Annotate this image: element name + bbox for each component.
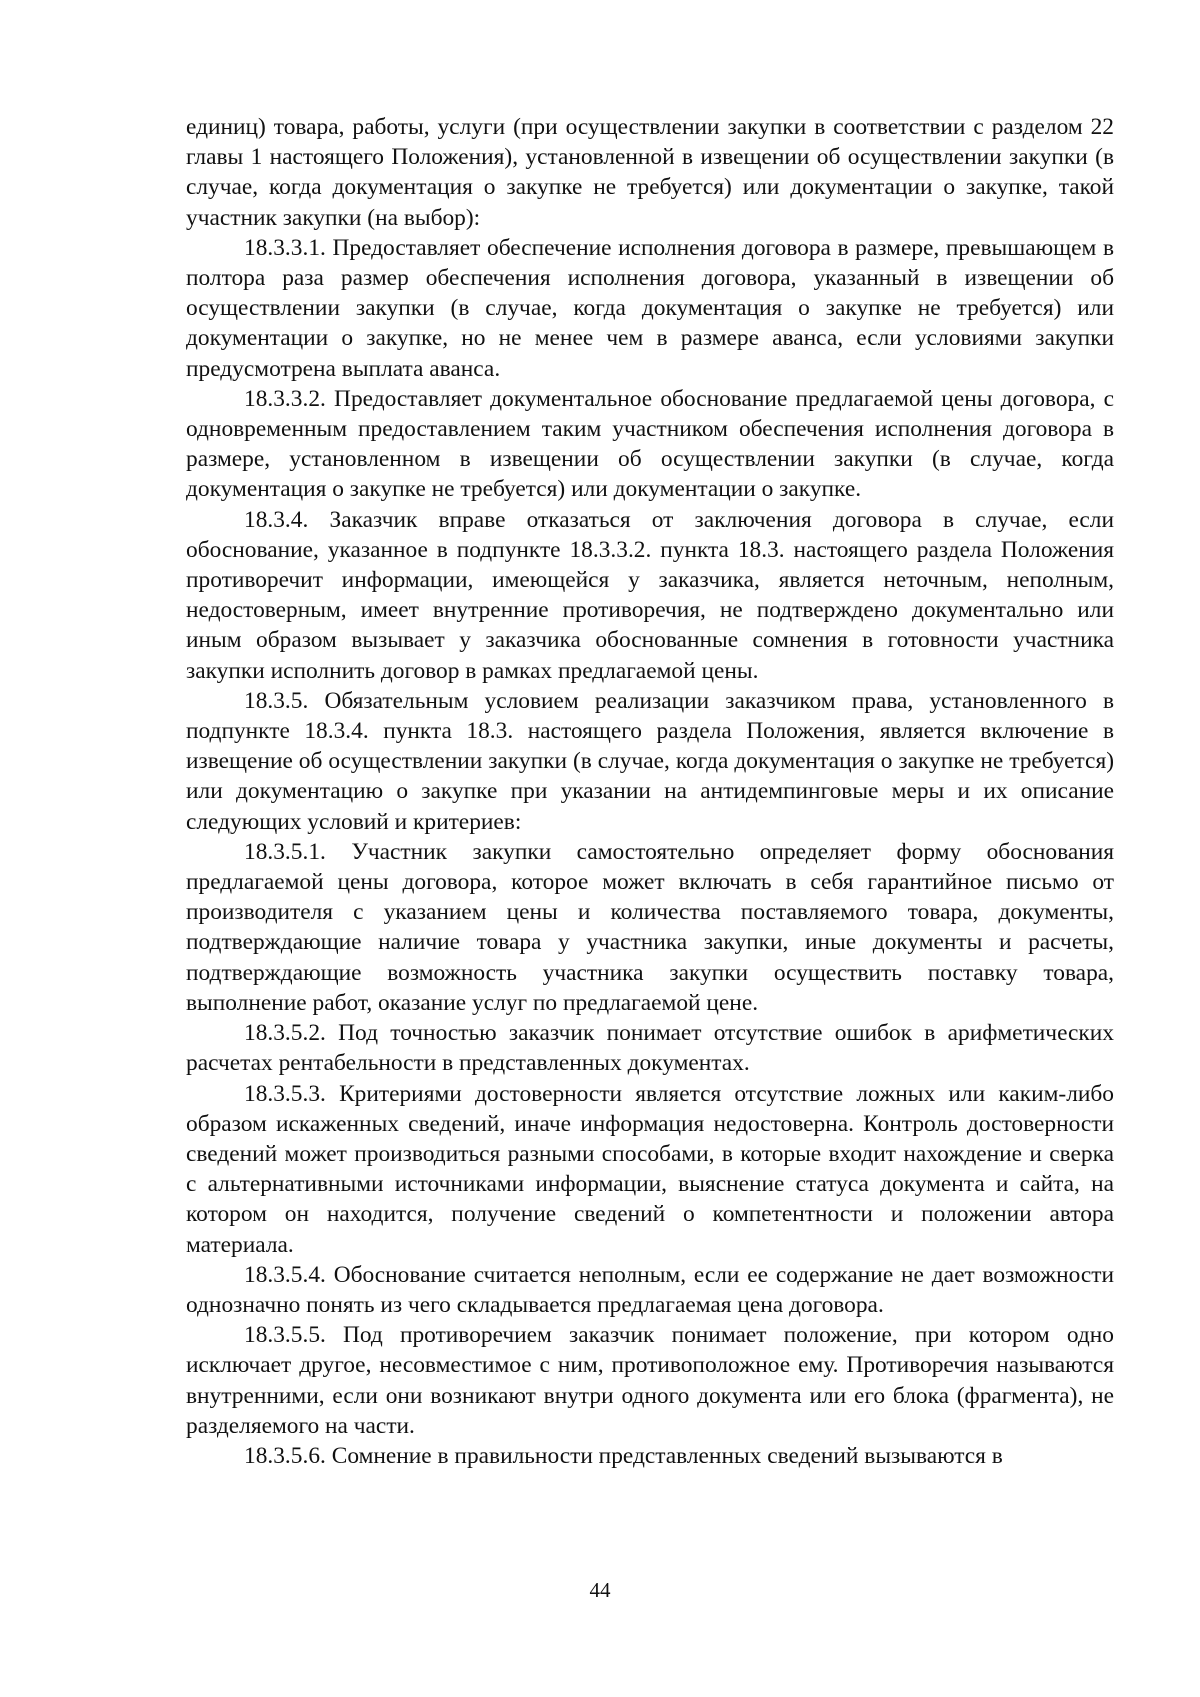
paragraph-18-3-5-3: 18.3.5.3. Критериями достоверности является отсутствие ложных или каким-либо образом искаженных сведений, иначе информация недостоверна. Контроль достоверности сведений может производиться разными способами, в которые входит нахождение и сверка с альтернативными источниками информации, выяснение статуса документа и сайта, на котором он находится, получение сведений о компетентности и положении автора материала.: [186, 1080, 1114, 1258]
paragraph-18-3-5: 18.3.5. Обязательным условием реализации заказчиком права, установленного в подпункте 18.3.4. пункта 18.3. настоящего раздела Положения, является включение в извещение об осуществлении закупки (в случае, когда документация о закупке не требуется) или документацию о закупке при указании на антидемпинговые меры и их описание следующих условий и критериев:: [186, 687, 1114, 835]
paragraph-18-3-5-5: 18.3.5.5. Под противоречием заказчик понимает положение, при котором одно исключает другое, несовместимое с ним, противоположное ему. Противоречия называются внутренними, если они возникают внутри одного документа или его блока (фрагмента), не разделяемого на части.: [186, 1322, 1114, 1439]
paragraph-18-3-5-4: 18.3.5.4. Обоснование считается неполным, если ее содержание не дает возможности однозначно понять из чего складывается предлагаемая цена договора.: [186, 1261, 1114, 1318]
paragraph-18-3-3-2: 18.3.3.2. Предоставляет документальное обоснование предлагаемой цены договора, с одновременным предоставлением таким участником обеспечения исполнения договора в размере, установленном в извещении об осуществлении закупки (в случае, когда документация о закупке не требуется) или документации о закупке.: [186, 385, 1114, 503]
paragraph-18-3-5-1: 18.3.5.1. Участник закупки самостоятельно определяет форму обоснования предлагаемой цены договора, которое может включать в себя гарантийное письмо от производителя с указанием цены и количества поставляемого товара, документы, подтверждающие наличие товара у участника закупки, иные документы и расчеты, подтверждающие возможность участника закупки осуществить поставку товара, выполнение работ, оказание услуг по предлагаемой цене.: [186, 838, 1114, 1016]
paragraph-18-3-3-1: 18.3.3.1. Предоставляет обеспечение исполнения договора в размере, превышающем в полтора раза размер обеспечения исполнения договора, указанный в извещении об осуществлении закупки (в случае, когда документация о закупке не требуется) или документации о закупке, но не менее чем в размере аванса, если условиями закупки предусмотрена выплата аванса.: [186, 234, 1114, 382]
paragraph-continuation: единиц) товара, работы, услуги (при осуществлении закупки в соответствии с разделом 22 главы 1 настоящего Положения), установленной в извещении об осуществлении закупки (в случае, когда документация о закупке не требуется) или документации о закупке, такой участник закупки (на выбор):: [186, 114, 1114, 231]
paragraph-18-3-4: 18.3.4. Заказчик вправе отказаться от заключения договора в случае, если обоснование, указанное в подпункте 18.3.3.2. пункта 18.3. настоящего раздела Положения противоречит информации, имеющейся у заказчика, является неточным, неполным, недостоверным, имеет внутренние противоречия, не подтверждено документально или иным образом вызывает у заказчика обоснованные сомнения в готовности участника закупки исполнить договор в рамках предлагаемой цены.: [186, 506, 1114, 684]
document-body: [186, 112, 1114, 1471]
paragraph-18-3-5-6: 18.3.5.6. Сомнение в правильности представленных сведений вызываются в: [244, 1442, 1003, 1469]
paragraph-18-3-5-2: 18.3.5.2. Под точностью заказчик понимает отсутствие ошибок в арифметических расчетах рентабельности в представленных документах.: [186, 1020, 1114, 1077]
page-number: 44: [589, 1578, 611, 1602]
